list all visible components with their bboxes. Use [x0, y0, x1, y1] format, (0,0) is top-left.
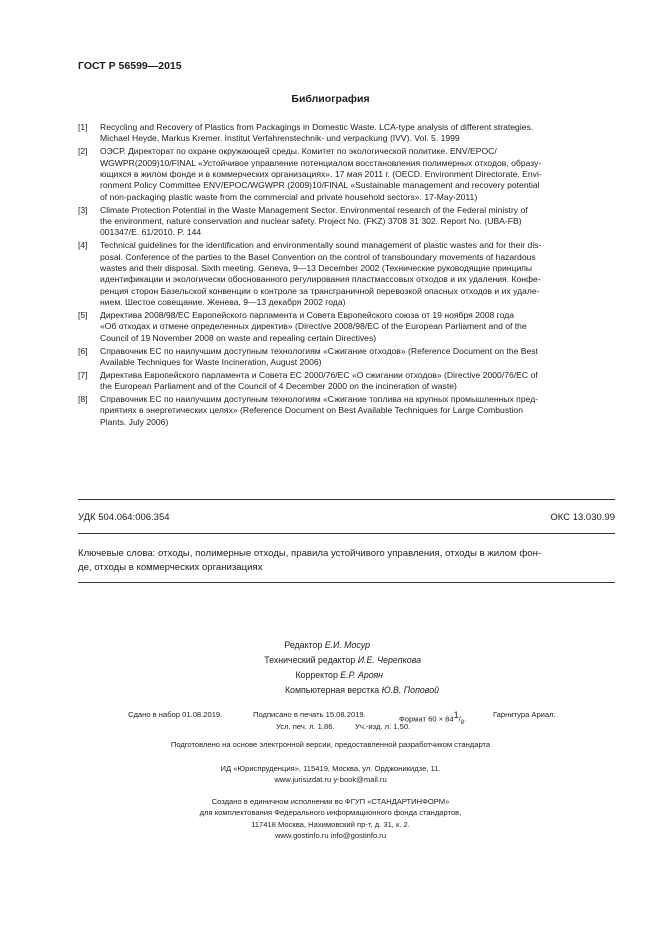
ref-text	[100, 370, 615, 393]
divider-bottom	[78, 582, 615, 583]
editor-role: Корректор	[295, 670, 338, 680]
editor-line	[0, 670, 383, 680]
udk-code: УДК 504.064:006.354	[78, 512, 170, 523]
ref-line: Справочник ЕС по наилучшим доступным технологиям «Сжигание топлива на крупных промышленных пред-	[100, 394, 539, 405]
bibliography-item	[78, 394, 615, 428]
editor-line	[0, 655, 421, 665]
ref-line: Technical guidelines for the identification and environmentally sound management of plastic wastes and for their dis-	[100, 240, 542, 251]
prepared-note: Подготовлено на основе электронной версии, предоставленной разработчиком стандарта	[170, 740, 491, 749]
bibliography-item	[78, 146, 615, 203]
ref-line: ronment Policy Committee ENV/EPOC/WGWPR (2009)10/FINAL «Sustainable management and recovery potential	[100, 180, 540, 191]
ref-line: Michael Heyde, Markus Kremer. Institut Verfahrenstechnik- und verpackung (IVV). Vol. 5. 1999	[100, 133, 460, 144]
ref-line: posal. Conference of the parties to the Basel Convention on the control of transboundary movements of hazardous	[100, 251, 536, 262]
bibliography-item	[78, 122, 615, 145]
standard-header: ГОСТ Р 56599—2015	[78, 60, 182, 72]
ref-number: [4]	[78, 240, 88, 251]
ref-line: Справочник ЕС по наилучшим доступным технологиям «Сжигание отходов» (Reference Document on the Best	[100, 345, 538, 356]
ref-text	[100, 310, 615, 344]
ref-line: ренция сторон Базельской конвенции о контроле за трансграничной перевозкой опасных отходов и их удале-	[100, 285, 540, 296]
ref-line: «Об отходах и отмене определенных директив» (Directive 2008/98/EC of the European Parliament and of the	[100, 321, 527, 332]
publisher-contacts: www.jurisizdat.ru y-book@mail.ru	[274, 775, 387, 784]
editor-line	[0, 685, 439, 695]
typeface: Гарнитура Ариал.	[493, 710, 556, 719]
ref-line: ОЭСР. Директорат по охране окружающей среды. Комитет по экологической политике. ENV/EPOC/	[100, 146, 497, 157]
divider-top	[78, 499, 615, 500]
ref-line: wastes and their disposal. Sixth meeting. Geneva, 9—13 December 2002 (Технические руководящие принципы	[100, 263, 533, 274]
keywords-line: Ключевые слова: отходы, полимерные отходы, правила устойчивого управления, отходы в жилом фон-	[78, 548, 542, 559]
fgup-line: для комплектования Федерального информационного фонда стандартов,	[199, 808, 462, 817]
ref-line: Climate Protection Potential in the Waste Management Sector. Environmental research of the Federal ministry of	[100, 204, 528, 215]
set-to-print: Сдано в набор 01.08.2019.	[128, 710, 223, 719]
signed-to-print: Подписано в печать 15.08.2019.	[253, 710, 366, 719]
ref-line: Plants. July 2006)	[100, 416, 169, 427]
bibliography-item	[78, 205, 615, 239]
ref-line: WGWPR(2009)10/FINAL «Устойчивое управление потенциалом восстановления полимерных отходов, образу-	[100, 157, 542, 168]
ref-text	[100, 240, 615, 308]
fgup-address: 117418 Москва, Нахимовский пр-т, д. 31, к. 2.	[251, 820, 410, 829]
editor-role: Компьютерная верстка	[284, 685, 380, 695]
ref-number: [6]	[78, 345, 88, 356]
ref-line: идентификации и экологически обоснованного регулирования пластмассовых отходов и их удаления. Конфе-	[100, 274, 541, 285]
ref-line: нием. Шестое совещание. Женева, 9—13 декабря 2002 года)	[100, 297, 346, 308]
ref-text	[100, 346, 615, 369]
editor-name: И.Е. Черепкова	[357, 655, 421, 665]
editor-line	[0, 640, 370, 650]
editor-role: Технический редактор	[264, 655, 356, 665]
ref-text	[100, 394, 615, 428]
editor-role: Редактор	[284, 640, 323, 650]
ref-line: the environment, nature conservation and nuclear safety. Project No. (FKZ) 3708 31 302. Report No. (UBA-FB)	[100, 216, 522, 227]
keywords	[78, 547, 615, 575]
ref-number: [1]	[78, 122, 88, 132]
format: Формат $60 \times 84^1/_8$.	[399, 710, 467, 727]
print-sheets: Усл. печ. л. 1,86.	[276, 722, 335, 731]
editor-name: Ю.В. Поповой	[381, 685, 439, 695]
ref-number: [2]	[78, 146, 88, 157]
ref-line: ющихся в жилом фонде и в коммерческих организациях». 17 мая 2011 г. (OECD. Environment Directorate. Envi-	[100, 169, 542, 180]
ref-line: Директива Европейского парламента и Совета ЕС 2000/76/ЕС «О сжигании отходов» (Directive 2000/76/EC of	[100, 369, 538, 380]
ref-line: Директива 2008/98/ЕС Европейского парламента и Совета Европейского союза от 19 ноября 2008 года	[100, 310, 514, 321]
oks-code: ОКС 13.030.99	[550, 512, 615, 523]
publishing-sheets: Уч.-изд. л. 1,50.	[355, 722, 411, 731]
editor-name: Е.И. Мосур	[324, 640, 370, 650]
format-denominator: 8	[460, 720, 465, 727]
ref-line: of non-packaging plastic waste from the commercial and private household sectors». 17-May-2011)	[100, 191, 478, 202]
fgup-contacts: www.gostinfo.ru info@gostinfo.ru	[274, 831, 387, 840]
ref-number: [5]	[78, 310, 88, 321]
keywords-line: де, отходы в коммерческих организациях	[78, 562, 263, 573]
bibliography-item	[78, 240, 615, 308]
ref-text	[100, 205, 615, 239]
ref-text	[100, 122, 615, 145]
bibliography-list	[78, 122, 615, 430]
fgup-line: Создано в единичном исполнении во ФГУП «СТАНДАРТИНФОРМ»	[211, 797, 450, 806]
bibliography-item	[78, 346, 615, 369]
bibliography-title: Библиография	[291, 93, 370, 105]
format-numerator: 1	[453, 710, 459, 720]
ref-text	[100, 146, 615, 203]
ref-line: Recycling and Recovery of Plastics from Packagings in Domestic Waste. LCA-type analysis of different strategies.	[100, 122, 534, 132]
ref-number: [7]	[78, 369, 88, 380]
divider-middle	[78, 533, 615, 534]
ref-number: [3]	[78, 204, 88, 215]
ref-line: приятиях в энергетических целях» (Reference Document on Best Available Techniques for Large Combustion	[100, 405, 523, 416]
ref-line: the European Parliament and of the Council of 4 December 2000 on the incineration of waste)	[100, 381, 457, 392]
publisher-address: ИД «Юриспруденция», 115419, Москва, ул. Орджоникидзе, 11.	[220, 764, 441, 773]
editor-name: Е.Р. Ароян	[340, 670, 383, 680]
ref-number: [8]	[78, 394, 88, 405]
ref-line: 001347/E. 61/2010. P. 144	[100, 227, 202, 238]
bibliography-item	[78, 370, 615, 393]
ref-line: Available Techniques for Waste Incineration, August 2006)	[100, 357, 322, 368]
format-label: Формат 60 × 84	[399, 714, 454, 724]
ref-line: Council of 19 November 2008 on waste and repealing certain Directives)	[100, 332, 377, 343]
bibliography-item	[78, 310, 615, 344]
